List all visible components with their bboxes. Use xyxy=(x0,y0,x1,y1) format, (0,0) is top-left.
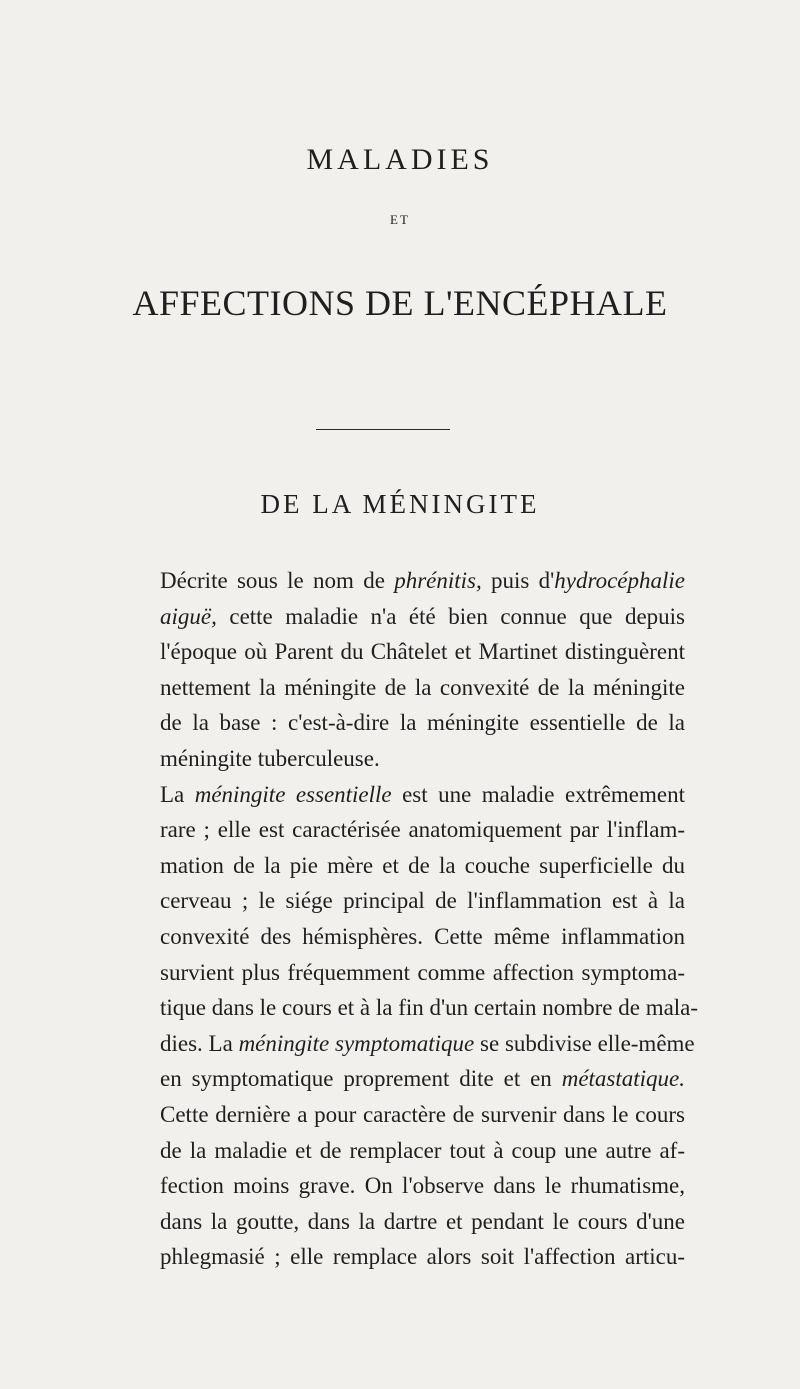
text-line: cerveau ; le siége principal de l'inflammation est à la xyxy=(160,888,685,914)
body-text xyxy=(125,563,699,1275)
text-line: mation de la pie mère et de la couche superficielle du xyxy=(160,852,685,878)
title-divider xyxy=(316,429,450,430)
text-line: La méningite essentielle est une maladie extrêmement xyxy=(160,781,685,807)
text-line: en symptomatique proprement dite et en métastatique. xyxy=(160,1066,685,1092)
book-title: MALADIES xyxy=(306,143,494,176)
paragraph-2 xyxy=(125,777,699,1275)
text-line: convexité des hémisphères. Cette même inflammation xyxy=(160,923,685,949)
text-line: méningite tuberculeuse. xyxy=(160,745,380,771)
paragraph-1 xyxy=(125,563,685,777)
text-line: tique dans le cours et à la fin d'un certain nombre de mala- xyxy=(160,995,699,1021)
text-line: survient plus fréquemment comme affection symptoma- xyxy=(160,959,685,985)
text-line: rare ; elle est caractérisée anatomiquement par l'inflam- xyxy=(160,817,685,843)
section-title: DE LA MÉNINGITE xyxy=(260,489,540,519)
text-line: l'époque où Parent du Châtelet et Martinet distinguèrent xyxy=(160,639,685,665)
text-line: Cette dernière a pour caractère de survenir dans le cours xyxy=(160,1101,685,1127)
text-line: Décrite sous le nom de phrénitis, puis d'hydrocéphalie xyxy=(160,568,685,593)
text-line: de la maladie et de remplacer tout à coup une autre af- xyxy=(160,1137,685,1163)
text-line: dies. La méningite symptomatique se subdivise elle-même xyxy=(160,1030,695,1056)
text-line: dans la goutte, dans la dartre et pendant le cours d'une xyxy=(160,1208,685,1234)
text-line: aiguë, cette maladie n'a été bien connue que depuis xyxy=(160,603,685,629)
book-subtitle: AFFECTIONS DE L'ENCÉPHALE xyxy=(132,283,668,323)
text-line: fection moins grave. On l'observe dans le rhumatisme, xyxy=(160,1173,685,1199)
title-conjunction: ET xyxy=(390,212,410,227)
text-line: nettement la méningite de la convexité de la méningite xyxy=(160,674,685,700)
text-line: de la base : c'est-à-dire la méningite essentielle de la xyxy=(160,710,685,736)
text-line: phlegmasié ; elle remplace alors soit l'affection articu- xyxy=(160,1244,685,1270)
